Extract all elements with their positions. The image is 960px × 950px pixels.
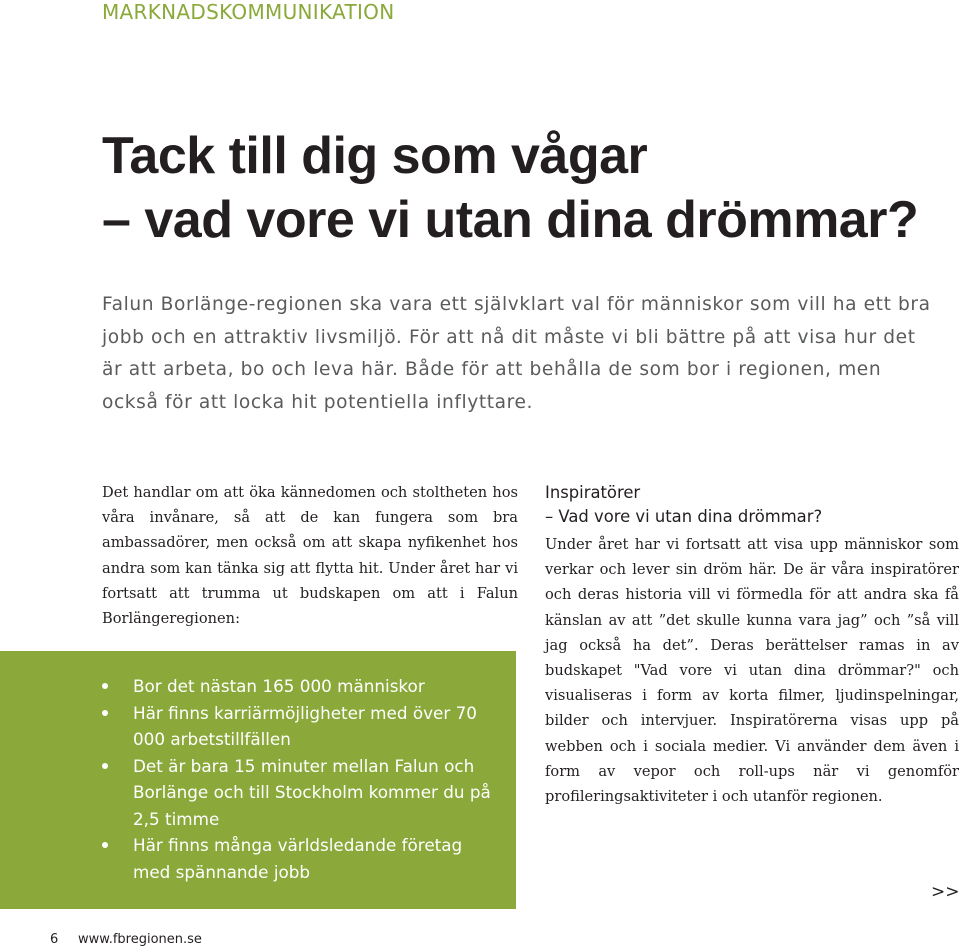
bullet-dot-icon xyxy=(102,683,108,689)
bullet-item xyxy=(102,673,502,700)
bullet-dot-icon xyxy=(102,763,108,769)
right-heading-line-1: Inspiratörer xyxy=(545,483,641,502)
bullet-dot-icon xyxy=(102,710,108,716)
right-column-text: Under året har vi fortsatt att visa upp människor som verkar och lever sin dröm här. De är våra inspiratörer och deras historia vill vi förmedla för att andra ska få känslan av att ”det skulle kunna vara jag” och ”så vill jag också ha det”. Deras berättelser ramas in av budskapet "Vad vore vi utan dina drömmar?" och visualiseras i form av korta filmer, ljudinspelningar, bilder och intervjuer. Inspiratörerna visas upp på webben och i sociala medier. Vi använder dem även i form av vepor och roll-ups när vi genomför profileringsaktiviteter i och utanför regionen. xyxy=(545,536,959,806)
bullet-list xyxy=(102,673,502,885)
right-heading-line-2: – Vad vore vi utan dina drömmar? xyxy=(545,507,823,526)
bullet-item xyxy=(102,753,502,833)
title-line-1: Tack till dig som vågar xyxy=(102,127,648,185)
page-number: 6 xyxy=(50,932,59,947)
left-column-text: Det handlar om att öka kännedomen och stoltheten hos våra invånare, så att de kan fungera som bra ambassadörer, men också om att skapa nyfikenhet hos andra som kan tänka sig att flytta hit. Under året har vi fortsatt att trumma ut budskapen om att i Falun Borlängeregionen: xyxy=(102,484,518,628)
title-line-2: – vad vore vi utan dina drömmar? xyxy=(102,191,919,249)
website-link[interactable]: www.fbregionen.se xyxy=(78,932,202,947)
section-label: MARKNADSKOMMUNIKATION xyxy=(102,0,395,24)
intro-paragraph: Falun Borlänge-regionen ska vara ett självklart val för människor som vill ha ett bra jobb och en attraktiv livsmiljö. För att nå dit måste vi bli bättre på att visa hur det är att arbeta, bo och leva här. Både för att behålla de som bor i regionen, men också för att locka hit potentiella inflyttare. xyxy=(102,294,931,413)
page-footer xyxy=(0,930,960,950)
bullet-item xyxy=(102,700,502,753)
bullet-text: Bor det nästan 165 000 människor xyxy=(133,676,425,696)
right-column-heading xyxy=(545,481,822,529)
bullet-text: Här finns karriärmöjligheter med över 70 000 arbetstillfällen xyxy=(133,702,477,749)
continue-marker: >> xyxy=(931,882,960,902)
bullet-item xyxy=(102,832,502,885)
page-title xyxy=(102,124,918,252)
bullet-dot-icon xyxy=(102,842,108,848)
bullet-text: Här finns många världsledande företag med spännande jobb xyxy=(133,835,463,882)
bullet-text: Det är bara 15 minuter mellan Falun och Borlänge och till Stockholm kommer du på 2,5 timme xyxy=(133,755,491,829)
